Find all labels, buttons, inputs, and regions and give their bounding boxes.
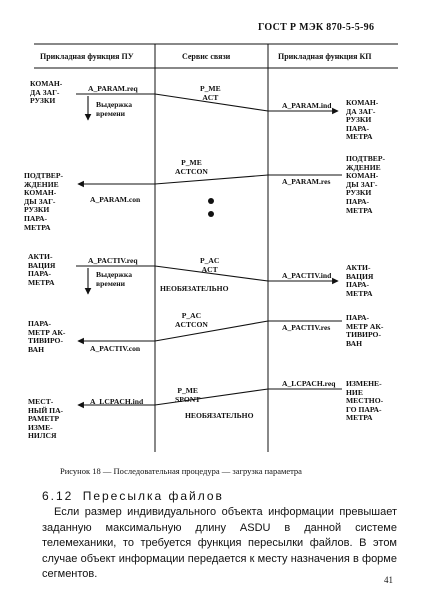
standard-header: ГОСТ Р МЭК 870-5-5-96 xyxy=(258,22,375,33)
signal-a-lcpach-ind: A_LCPACH.ind xyxy=(90,397,144,406)
signal-a-pactiv-res: A_PACTIV.res xyxy=(282,323,331,332)
arrow-s4-mid xyxy=(155,321,268,341)
arrow-s5-mid xyxy=(155,389,268,405)
signal-a-pactiv-con: A_PACTIV.con xyxy=(90,344,141,353)
right-label-local-change: ИЗМЕНЕ- НИЕ МЕСТНО- ГО ПАРА- МЕТРА xyxy=(346,379,384,423)
left-label-load-confirmation: ПОДТВЕР- ЖДЕНИЕ КОМАН- ДЫ ЗАГ- РУЗКИ ПАРА- МЕТРА xyxy=(24,171,64,232)
section-number: 6.12 xyxy=(42,489,74,503)
continuation-dot-2 xyxy=(208,211,214,217)
right-label-load-command: КОМАН- ДА ЗАГ- РУЗКИ ПАРА- МЕТРА xyxy=(346,98,379,142)
signal-optional-2: НЕОБЯЗАТЕЛЬНО xyxy=(185,411,254,420)
signal-optional-1: НЕОБЯЗАТЕЛЬНО xyxy=(160,284,229,293)
signal-p-me-actcon: P_ME ACTCON xyxy=(175,158,208,176)
column-header-right: Прикладная функция КП xyxy=(278,52,372,61)
right-label-activated: ПАРА- МЕТР АК- ТИВИРО- ВАН xyxy=(346,313,384,348)
left-label-local-changed: МЕСТ- НЫЙ ПА- РАМЕТР ИЗМЕ- НИЛСЯ xyxy=(28,397,64,441)
signal-timeout-2: Выдержка времени xyxy=(96,270,132,288)
left-label-activation: АКТИ- ВАЦИЯ ПАРА- МЕТРА xyxy=(28,252,56,287)
signal-a-pactiv-ind: A_PACTIV.ind xyxy=(282,271,332,280)
signal-p-ac-actcon: P_AC ACTCON xyxy=(175,311,208,329)
signal-timeout-1: Выдержка времени xyxy=(96,100,132,118)
signal-a-param-ind: A_PARAM.ind xyxy=(282,101,332,110)
section-title: Пересылка файлов xyxy=(82,489,224,503)
signal-a-param-req: A_PARAM.req xyxy=(88,84,138,93)
signal-a-lcpach-req: A_LCPACH.req xyxy=(282,379,336,388)
section-heading xyxy=(42,489,224,503)
column-header-middle: Сервис связи xyxy=(182,52,231,61)
column-header-left: Прикладная функция ПУ xyxy=(40,52,134,61)
signal-p-me-spont: P_ME SPONT xyxy=(175,386,201,404)
left-label-load-command: КОМАН- ДА ЗАГ- РУЗКИ xyxy=(30,79,63,106)
right-label-load-confirmation: ПОДТВЕР- ЖДЕНИЕ КОМАН- ДЫ ЗАГ- РУЗКИ ПАРА- МЕТРА xyxy=(346,154,386,215)
left-label-activated: ПАРА- МЕТР АК- ТИВИРО- ВАН xyxy=(28,319,66,354)
signal-a-param-con: A_PARAM.con xyxy=(90,195,141,204)
arrow-s2-mid xyxy=(155,175,268,184)
continuation-dot-1 xyxy=(208,198,214,204)
signal-a-pactiv-req: A_PACTIV.req xyxy=(88,256,138,265)
right-label-activation: АКТИ- ВАЦИЯ ПАРА- МЕТРА xyxy=(346,263,374,298)
signal-p-ac-act: P_AC ACT xyxy=(200,256,220,274)
figure-caption: Рисунок 18 — Последовательная процедура — загрузка параметра xyxy=(60,466,302,476)
signal-a-param-res: A_PARAM.res xyxy=(282,177,331,186)
section-paragraph: Если размер индивидуального объекта информации превышает заданную максимальную длину ASDU в данной системе телемеханики, то требуется функция пересылки файлов. В этом случае объект информации передается к месту назначения в форме сегментов. xyxy=(42,506,397,580)
page-number: 41 xyxy=(384,575,393,585)
signal-p-me-act: P_ME ACT xyxy=(200,84,221,102)
